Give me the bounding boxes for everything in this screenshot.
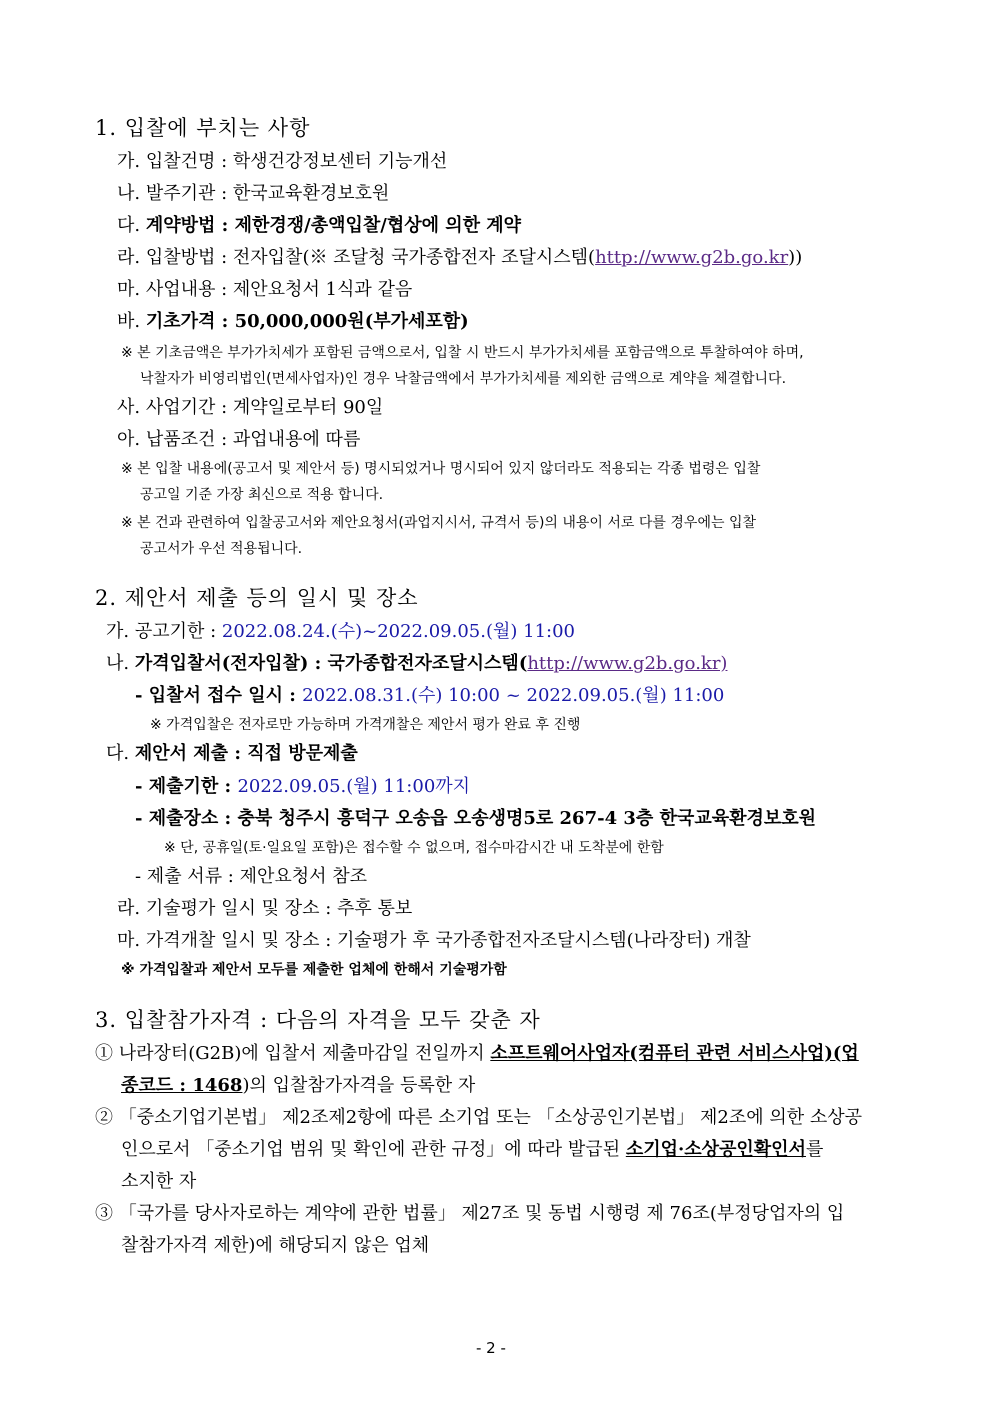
item-price-bid [106,655,727,673]
qualification-2-line1: ② 「중소기업기본법」 제2조제2항에 따른 소기업 또는 「소상공인기본법」 제2조에 의한 소상공 [95,1107,863,1128]
qualification-2-line3: 소지한 자 [121,1171,197,1192]
item-tech-eval: 라. 기술평가 일시 및 장소 : 추후 통보 [117,898,413,919]
item-bid-method [117,249,802,267]
note-priority-line2: 공고서가 우선 적용됩니다. [140,541,303,557]
submit-deadline-value: 2022.09.05.(월) 11:00까지 [237,776,471,797]
qualification-1-tail: )의 입찰참가자격을 등록한 자 [242,1075,476,1096]
item-business-period: 사. 사업기간 : 계약일로부터 90일 [117,397,384,418]
item-delivery-terms: 아. 납품조건 : 과업내용에 따름 [117,429,361,450]
notice-period-value: 2022.08.24.(수)~2022.09.05.(월) 11:00 [221,621,576,642]
item-prefix: 나. [106,653,135,674]
g2b-link-2[interactable]: http://www.g2b.go.kr) [527,653,728,674]
note-tech-eval: ※ 가격입찰과 제안서 모두를 제출한 업체에 한해서 기술평가함 [121,962,507,978]
item-submit-documents: - 제출 서류 : 제안요청서 참조 [135,866,368,887]
base-price-text: 기초가격 : 50,000,000원(부가세포함) [145,311,469,332]
note-priority-line1: ※ 본 건과 관련하여 입찰공고서와 제안요청서(과업지시서, 규격서 등)의 내용이 서로 다를 경우에는 입찰 [121,515,756,531]
note-base-price-line1: ※ 본 기초금액은 부가가치세가 포함된 금액으로서, 입찰 시 반드시 부가가치세를 포함금액으로 투찰하여야 하며, [121,345,804,361]
note-laws-line2: 공고일 기준 가장 최신으로 적용 합니다. [140,487,384,503]
item-contract-method [117,217,521,235]
industry-code: 종코드 : 1468 [121,1075,243,1096]
item-bid-receipt [135,687,724,705]
price-bid-text: 가격입찰서(전자입찰) : 국가종합전자조달시스템( [134,653,528,674]
qualification-1-line2 [121,1077,475,1095]
note-laws-line1: ※ 본 입찰 내용에(공고서 및 제안서 등) 명시되었거나 명시되어 있지 않더라도 적용되는 각종 법령은 입찰 [121,461,761,477]
contract-method-text: 계약방법 : 제한경쟁/총액입찰/협상에 의한 계약 [145,215,522,236]
proposal-submit-text: 제안서 제출 : 직접 방문제출 [134,743,358,764]
bid-receipt-label: - 입찰서 접수 일시 : [135,685,303,706]
qualification-2-line2 [121,1141,823,1159]
qualification-2-text: 인으로서 「중소기업 범위 및 확인에 관한 규정」에 따라 발급된 [121,1139,626,1160]
item-notice-period [106,623,575,641]
bid-method-text: 라. 입찰방법 : 전자입찰(※ 조달청 국가종합전자 조달시스템( [117,247,596,268]
g2b-link[interactable]: http://www.g2b.go.kr [595,247,789,268]
note-holiday: ※ 단, 공휴일(토·일요일 포함)은 접수할 수 없으며, 접수마감시간 내 도착분에 한함 [164,840,664,856]
qualification-2-highlight: 소기업·소상공인확인서 [625,1139,806,1160]
qualification-3-line2: 찰참가자격 제한)에 해당되지 않은 업체 [121,1235,430,1256]
qualification-1-line1 [95,1045,859,1063]
notice-period-label: 가. 공고기한 : [106,621,222,642]
page-number: - 2 - [476,1339,506,1357]
qualification-1-text: ① 나라장터(G2B)에 입찰서 제출마감일 전일까지 [95,1043,491,1064]
item-price-opening: 마. 가격개찰 일시 및 장소 : 기술평가 후 국가종합전자조달시스템(나라장터) 개찰 [117,930,751,951]
submit-deadline-label: - 제출기한 : [135,776,238,797]
item-submit-deadline [135,778,470,796]
bid-method-suffix: )) [788,247,803,268]
section-2-title: 2. 제안서 제출 등의 일시 및 장소 [95,586,419,610]
note-base-price-line2: 낙찰자가 비영리법인(면세사업자)인 경우 낙찰금액에서 부가가치세를 제외한 금액으로 계약을 체결합니다. [140,371,787,387]
section-1-title: 1. 입찰에 부치는 사항 [95,116,311,140]
section-3-title: 3. 입찰참가자격 : 다음의 자격을 모두 갖춘 자 [95,1008,541,1032]
item-base-price [117,313,469,331]
note-price-bid: ※ 가격입찰은 전자로만 가능하며 가격개찰은 제안서 평가 완료 후 진행 [150,717,581,733]
item-proposal-submit [106,745,358,763]
item-ordering-agency: 나. 발주기관 : 한국교육환경보호원 [117,183,390,204]
item-prefix: 다. [106,743,135,764]
qualification-2-tail: 를 [805,1139,824,1160]
bid-receipt-value: 2022.08.31.(수) 10:00 ~ 2022.09.05.(월) 11:00 [302,685,725,706]
item-submit-place: - 제출장소 : 충북 청주시 흥덕구 오송읍 오송생명5로 267-4 3층 한국교육환경보호원 [135,808,817,829]
qualification-1-highlight: 소프트웨어사업자(컴퓨터 관련 서비스사업)(업 [490,1043,859,1064]
item-business-content: 마. 사업내용 : 제안요청서 1식과 같음 [117,279,413,300]
qualification-3-line1: ③ 「국가를 당사자로하는 계약에 관한 법률」 제27조 및 동법 시행령 제 76조(부정당업자의 입 [95,1203,845,1224]
item-prefix: 다. [117,215,146,236]
item-bid-name: 가. 입찰건명 : 학생건강정보센터 기능개선 [117,151,448,172]
item-prefix: 바. [117,311,146,332]
